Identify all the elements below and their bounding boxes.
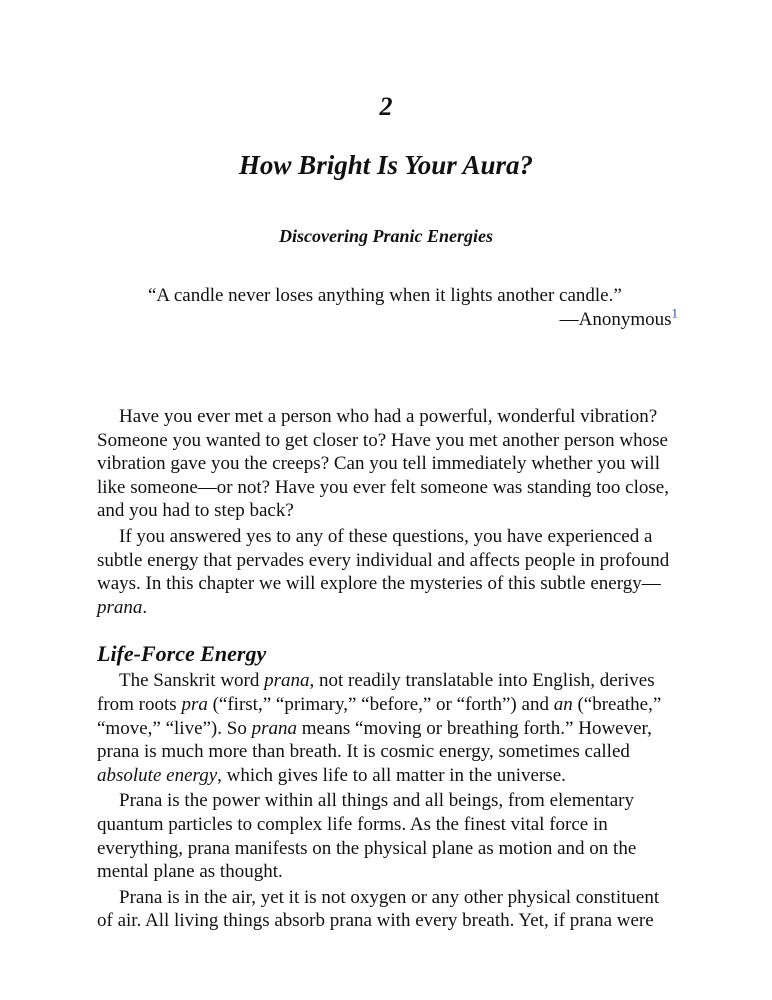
text-fragment: (“breathe,” <box>572 693 662 715</box>
italic-term: prana <box>251 717 297 739</box>
section-paragraph-1 <box>97 669 677 787</box>
italic-term: absolute energy <box>97 764 218 786</box>
chapter-subtitle: Discovering Pranic Energies <box>279 226 493 246</box>
chapter-title: How Bright Is Your Aura? <box>238 150 534 180</box>
text-line: Have you ever met a person who had a powerful, wonderful vibration? <box>119 406 658 427</box>
body-text <box>97 405 677 933</box>
text-fragment: . <box>142 596 148 618</box>
text-line: Prana is in the air, yet it is not oxygen or any other physical constituent <box>119 886 660 908</box>
text-line: and you had to step back? <box>97 500 294 522</box>
intro-paragraph-2 <box>97 525 677 619</box>
chapter-number: 2 <box>379 92 393 121</box>
section-heading: Life-Force Energy <box>97 641 267 667</box>
italic-term: pra <box>181 693 208 715</box>
intro-paragraph-1 <box>97 405 677 523</box>
text-line: Someone you wanted to get closer to? Have you met another person whose <box>97 429 668 451</box>
epigraph <box>148 284 678 332</box>
section-paragraph-3 <box>97 886 677 933</box>
text-line: prana is much more than breath. It is cosmic energy, sometimes called <box>97 741 630 763</box>
text-fragment: , not readily translatable into English, derives <box>309 670 655 692</box>
italic-term: prana <box>264 670 310 692</box>
text-line: of air. All living things absorb prana with every breath. Yet, if prana were <box>97 910 654 932</box>
footnote-ref-link[interactable]: 1 <box>671 305 678 321</box>
text-fragment: “move,” “live”). So <box>97 717 252 739</box>
section-paragraph-2 <box>97 789 677 883</box>
epigraph-author: —Anonymous <box>559 309 672 330</box>
text-line <box>97 717 677 741</box>
text-line <box>97 764 677 788</box>
epigraph-attribution <box>148 305 678 332</box>
text-line: mental plane as thought. <box>97 861 283 883</box>
text-line <box>97 693 677 717</box>
epigraph-quote: “A candle never loses anything when it lights another candle.” <box>148 285 622 306</box>
text-line: like someone—or not? Have you ever felt someone was standing too close, <box>97 476 669 498</box>
text-line <box>97 596 677 620</box>
text-line: ways. In this chapter we will explore the mysteries of this subtle energy— <box>97 573 661 595</box>
text-line: Prana is the power within all things and all beings, from elementary <box>119 790 634 812</box>
text-fragment: The Sanskrit word <box>119 670 265 692</box>
text-line <box>97 669 677 693</box>
text-line: If you answered yes to any of these questions, you have experienced a <box>119 525 653 547</box>
text-line: everything, prana manifests on the physical plane as motion and on the <box>97 837 637 859</box>
text-line: vibration gave you the creeps? Can you tell immediately whether you will <box>97 453 660 475</box>
text-fragment: from roots <box>97 693 182 715</box>
text-line: quantum particles to complex life forms. As the finest vital force in <box>97 813 608 835</box>
italic-term: prana <box>97 596 143 618</box>
text-fragment: , which gives life to all matter in the universe. <box>217 764 566 786</box>
text-line: subtle energy that pervades every individual and affects people in profound <box>97 549 670 571</box>
text-fragment: (“first,” “primary,” “before,” or “forth”) and <box>207 693 554 715</box>
italic-term: an <box>553 693 573 715</box>
text-fragment: means “moving or breathing forth.” However, <box>297 717 652 739</box>
